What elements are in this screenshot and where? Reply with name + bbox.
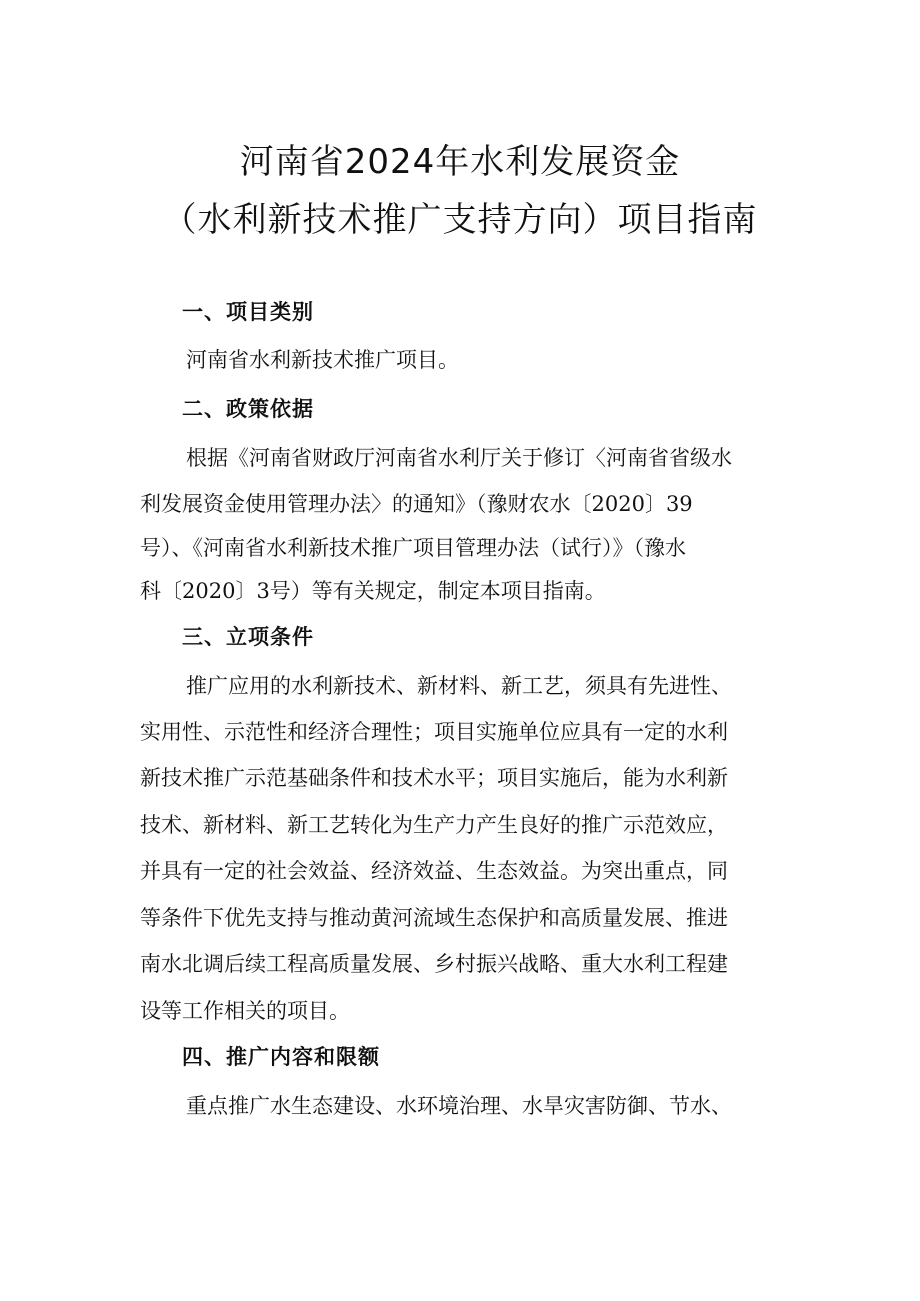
paragraph-line-text: 号）、《河南省水利新技术推广项目管理办法（试行）》（豫水 bbox=[140, 536, 686, 560]
paragraph-line: 技术、新材料、新工艺转化为生产力产生良好的推广示范效应， bbox=[140, 813, 728, 837]
paragraph-line: 实用性、示范性和经济合理性；项目实施单位应具有一定的水利 bbox=[140, 720, 728, 744]
paragraph-line-text: 利发展资金使用管理办法〉的通知》（豫财农水〔2020〕39 bbox=[140, 492, 693, 516]
document-title-line-1: 河南省2024年水利发展资金 bbox=[239, 142, 681, 182]
section-heading-project-category: 一、项目类别 bbox=[182, 300, 314, 324]
paragraph-line: 新技术推广示范基础条件和技术水平；项目实施后，能为水利新 bbox=[140, 766, 728, 790]
section-heading-content-and-limits: 四、推广内容和限额 bbox=[182, 1045, 380, 1069]
document-title-line-2: （水利新技术推广支持方向）项目指南 bbox=[162, 200, 758, 240]
paragraph-line bbox=[140, 533, 780, 563]
paragraph-line: 等条件下优先支持与推动黄河流域生态保护和高质量发展、推进 bbox=[140, 906, 728, 930]
paragraph-line: 并具有一定的社会效益、经济效益、生态效益。为突出重点，同 bbox=[140, 859, 728, 883]
paragraph-line-text: 根据《河南省财政厅河南省水利厅关于修订〈河南省省级水 bbox=[186, 446, 732, 470]
section-heading-policy-basis: 二、政策依据 bbox=[182, 397, 314, 421]
paragraph-line: 科〔2020〕3号）等有关规定，制定本项目指南。 bbox=[140, 579, 606, 603]
paragraph-line: 设等工作相关的项目。 bbox=[140, 999, 350, 1023]
paragraph-line: 推广应用的水利新技术、新材料、新工艺，须具有先进性、 bbox=[186, 674, 732, 698]
paragraph-line: 南水北调后续工程高质量发展、乡村振兴战略、重大水利工程建 bbox=[140, 952, 728, 976]
paragraph-line: 河南省水利新技术推广项目。 bbox=[186, 348, 459, 372]
paragraph-line: 重点推广水生态建设、水环境治理、水旱灾害防御、节水、 bbox=[186, 1094, 732, 1118]
paragraph-line bbox=[140, 489, 780, 519]
section-heading-project-conditions: 三、立项条件 bbox=[182, 625, 314, 649]
paragraph-line bbox=[186, 443, 780, 473]
